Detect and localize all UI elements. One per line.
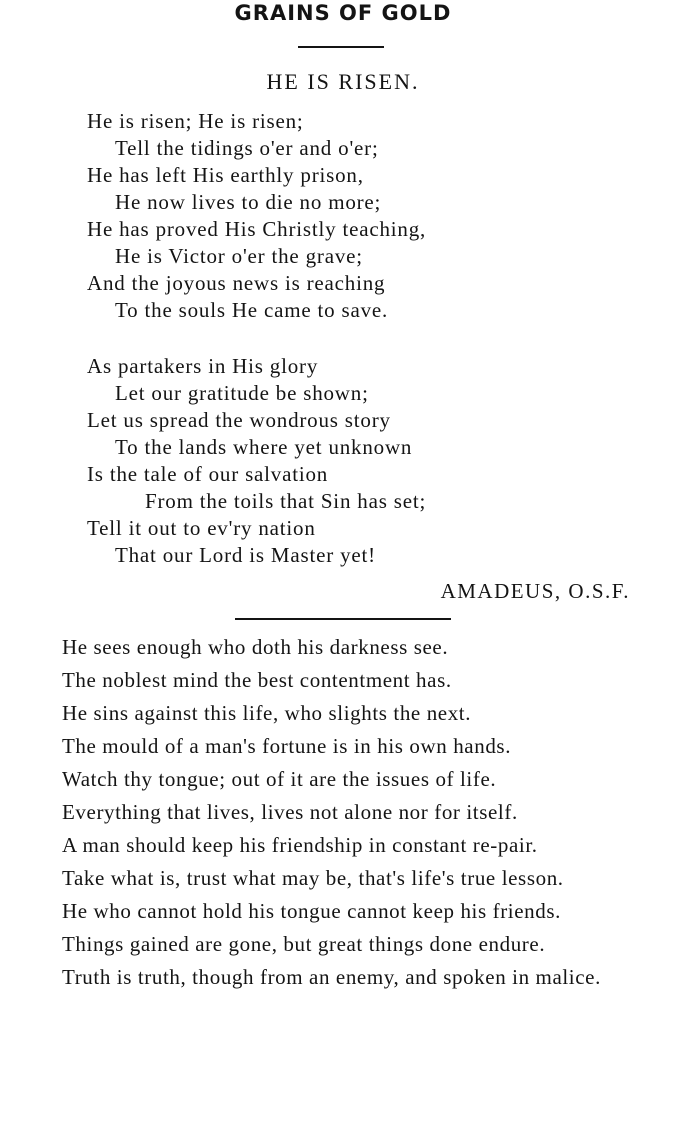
proverb: Watch thy tongue; out of it are the issues of life. <box>62 767 497 791</box>
proverb: He sins against this life, who slights the next. <box>62 701 472 725</box>
poem-line: He now lives to die no more; <box>115 190 382 214</box>
poem-line: Let our gratitude be shown; <box>115 381 369 405</box>
proverb: Take what is, trust what may be, that's life's true lesson. <box>62 866 564 890</box>
proverbs-list <box>6 634 680 997</box>
section-heading: GRAINS OF GOLD <box>234 1 452 25</box>
poem-line: As partakers in His glory <box>87 354 319 378</box>
proverb: The noblest mind the best contentment has. <box>62 668 452 692</box>
poem-line: Tell the tidings o'er and o'er; <box>115 136 379 160</box>
poem-line: And the joyous news is reaching <box>87 271 386 295</box>
proverb: A man should keep his friendship in constant re-pair. <box>62 833 538 857</box>
proverb: Everything that lives, lives not alone nor for itself. <box>62 800 518 824</box>
proverb: Things gained are gone, but great things done endure. <box>62 932 546 956</box>
poem-line: That our Lord is Master yet! <box>115 543 376 567</box>
poem-line: To the lands where yet unknown <box>115 435 413 459</box>
poem-line: To the souls He came to save. <box>115 298 389 322</box>
poem-line: Let us spread the wondrous story <box>87 408 391 432</box>
poem-title: HE IS RISEN. <box>266 69 420 94</box>
poem-author: AMADEUS, O.S.F. <box>440 579 630 603</box>
poem-line: He is Victor o'er the grave; <box>115 244 363 268</box>
poem-line: From the toils that Sin has set; <box>145 489 427 513</box>
poem-line: He has proved His Christly teaching, <box>87 217 427 241</box>
proverb: The mould of a man's fortune is in his own hands. <box>62 734 512 758</box>
poem-line: He has left His earthly prison, <box>87 163 364 187</box>
poem-line: Is the tale of our salvation <box>87 462 329 486</box>
poem-line: He is risen; He is risen; <box>87 109 304 133</box>
proverb: He sees enough who doth his darkness see. <box>62 635 449 659</box>
stanza-break <box>87 324 426 353</box>
heading-divider <box>298 46 384 48</box>
poem-divider <box>235 618 451 620</box>
proverb: He who cannot hold his tongue cannot keep his friends. <box>62 899 561 923</box>
poem-body <box>87 108 426 569</box>
proverb: Truth is truth, though from an enemy, and spoken in malice. <box>62 965 601 989</box>
poem-line: Tell it out to ev'ry nation <box>87 516 316 540</box>
